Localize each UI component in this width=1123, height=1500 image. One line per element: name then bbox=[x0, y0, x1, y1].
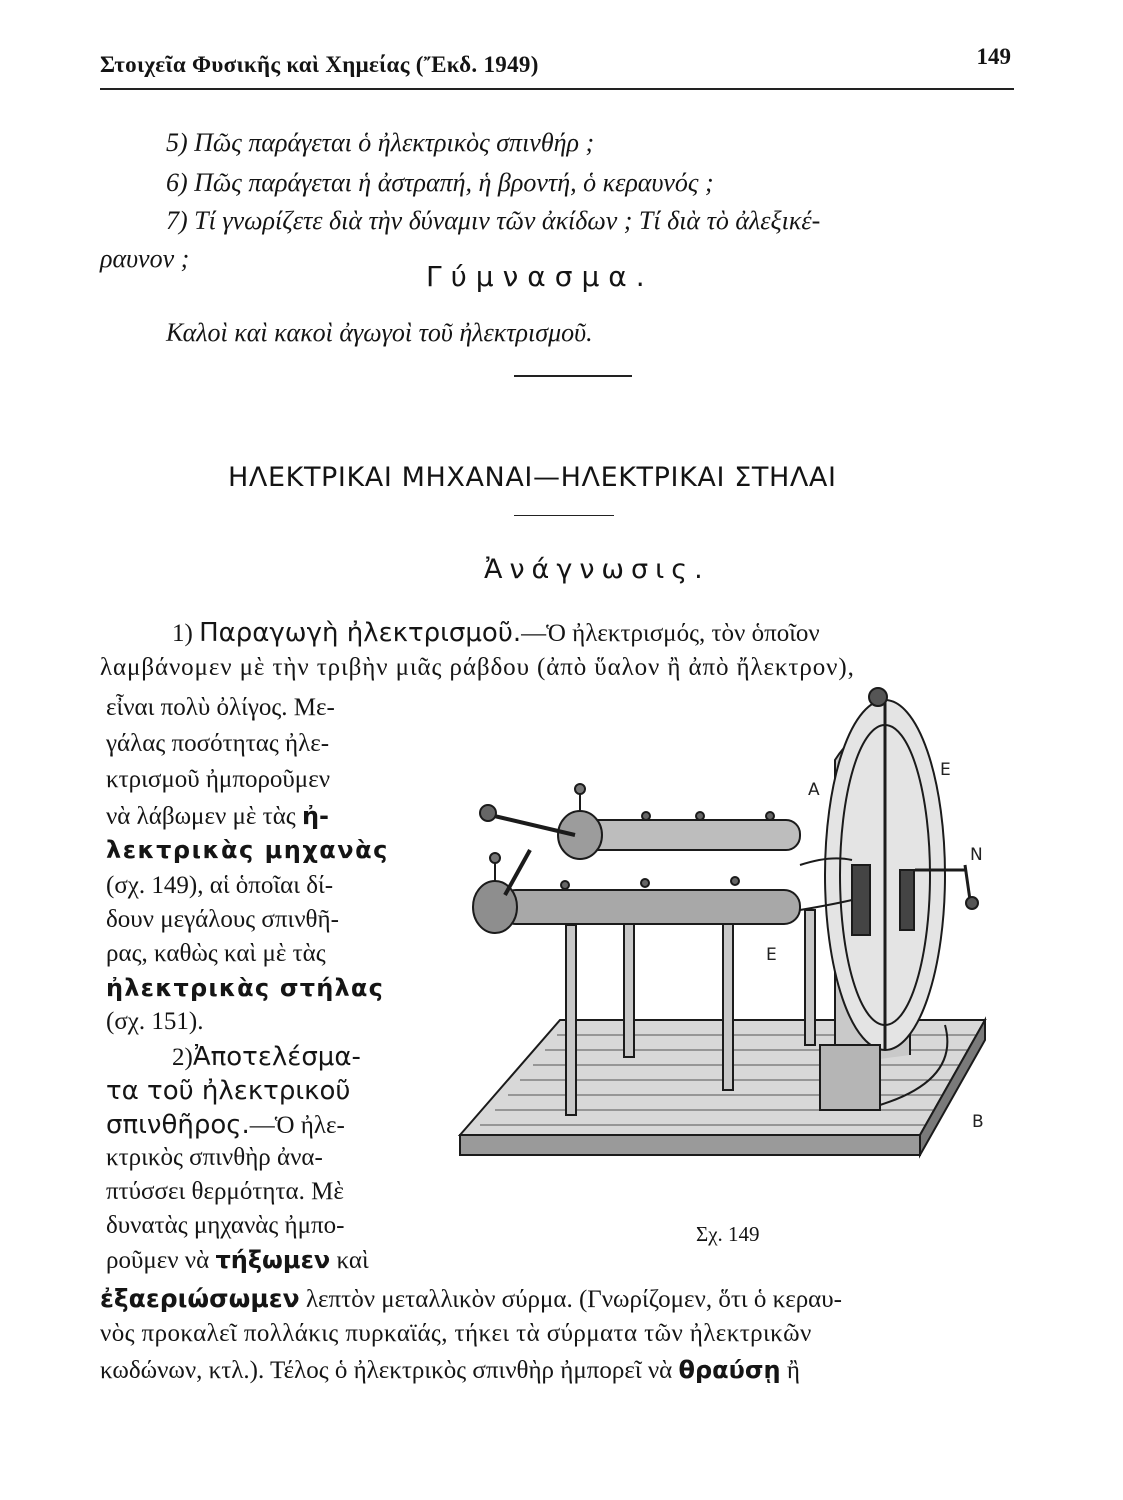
glass-leg bbox=[805, 910, 815, 1045]
reading-title: Ἀνάγνωσις. bbox=[484, 554, 710, 585]
paragraph-2-line-2 bbox=[106, 1076, 350, 1106]
figure-caption: Σχ. 149 bbox=[696, 1222, 760, 1246]
paragraph-1-line-6 bbox=[106, 802, 329, 831]
figure-label-b: B bbox=[972, 1112, 984, 1132]
base-front-edge bbox=[460, 1135, 920, 1155]
conductor-rod bbox=[570, 820, 800, 850]
paragraph-1-line-2: λαμβάνομεν μὲ τὴν τριβὴν μιᾶς ράβδου (ἀπὸ ὕαλον ἢ ἀπὸ ἤλεκτρον), bbox=[100, 654, 855, 681]
glass-leg bbox=[723, 920, 733, 1090]
paragraph-2-line-8 bbox=[100, 1284, 842, 1314]
question-7: 7) Τί γνωρίζετε διὰ τὴν δύναμιν τῶν ἀκίδων ; Τί διὰ τὸ ἀλεξικέ- bbox=[166, 206, 821, 235]
brass-ball bbox=[558, 811, 602, 859]
bold-term: λεκτρικὰς μηχανὰς bbox=[106, 836, 389, 864]
figure-label-e-top: E bbox=[940, 760, 951, 780]
bold-term: ἐξαεριώσωμεν bbox=[100, 1284, 300, 1313]
paragraph-1-line-11 bbox=[106, 974, 384, 1003]
paragraph-heading: τα τοῦ ἠλεκτρικοῦ bbox=[106, 1076, 351, 1106]
exercise-text: Καλοὶ καὶ κακοὶ ἀγωγοὶ τοῦ ἠλεκτρισμοῦ. bbox=[166, 318, 593, 347]
text-run: ροῦμεν νὰ bbox=[106, 1247, 210, 1274]
text-run: —Ὁ ἠλεκτρισμός, τὸν ὁποῖον bbox=[521, 620, 820, 647]
bold-term: ἠ- bbox=[301, 802, 329, 830]
paragraph-1-line-12: (σχ. 151). bbox=[106, 1008, 204, 1035]
paragraph-2-line-6: δυνατὰς μηχανὰς ἠμπο- bbox=[106, 1212, 345, 1239]
paragraph-1-line-7 bbox=[106, 836, 389, 865]
paragraph-2-line-7 bbox=[106, 1246, 369, 1275]
crank-handle bbox=[966, 897, 978, 909]
paragraph-number: 1) bbox=[172, 620, 193, 647]
running-header: Στοιχεῖα Φυσικῆς καὶ Χημείας (Ἔκδ. 1949) bbox=[100, 52, 539, 77]
paragraph-2-line-10 bbox=[100, 1356, 800, 1385]
text-run: κωδώνων, κτλ.). Τέλος ὁ ἠλεκτρικὸς σπινθὴρ ἠμπορεῖ νὰ bbox=[100, 1357, 673, 1384]
bold-term: ἠλεκτρικὰς στήλας bbox=[106, 974, 385, 1002]
question-7-continuation: ραυνον ; bbox=[100, 244, 190, 273]
paragraph-heading: σπινθῆρος. bbox=[106, 1110, 250, 1140]
text-run: —Ὁ ἠλε- bbox=[249, 1112, 345, 1139]
paragraph-1-line-10: ρας, καθὼς καὶ μὲ τὰς bbox=[106, 940, 326, 967]
conductor-rod bbox=[500, 890, 800, 924]
paragraph-1-line-9: δουν μεγάλους σπινθῆ- bbox=[106, 906, 339, 933]
paragraph-heading: Παραγωγὴ ἠλεκτρισμοῦ. bbox=[199, 618, 522, 648]
paragraph-2-line-4: κτρικὸς σπινθὴρ ἀνα- bbox=[106, 1144, 323, 1171]
electric-machine-illustration bbox=[440, 685, 1015, 1195]
discharge-knob bbox=[480, 805, 496, 821]
glass-leg bbox=[624, 917, 634, 1057]
paragraph-number: 2) bbox=[172, 1044, 193, 1071]
top-knob bbox=[869, 688, 887, 706]
question-6: 6) Πῶς παράγεται ἡ ἀστραπή, ἡ βροντή, ὁ κεραυνός ; bbox=[166, 168, 714, 197]
rubber-pad bbox=[852, 865, 870, 935]
paragraph-1-line-1 bbox=[172, 618, 820, 648]
bold-term: τήξωμεν bbox=[215, 1246, 331, 1274]
question-5: 5) Πῶς παράγεται ὁ ἠλεκτρικὸς σπινθήρ ; bbox=[166, 128, 595, 157]
paragraph-1-line-5: κτρισμοῦ ἠμποροῦμεν bbox=[106, 766, 331, 793]
figure-label-n: N bbox=[970, 845, 983, 865]
page-number: 149 bbox=[976, 44, 1011, 69]
separator-rule bbox=[514, 375, 632, 377]
section-title: ΗΛΕΚΤΡΙΚΑΙ ΜΗΧΑΝΑΙ—ΗΛΕΚΤΡΙΚΑΙ ΣΤΗΛΑΙ bbox=[228, 462, 837, 493]
figure-label-e-bottom: E bbox=[766, 945, 777, 965]
text-run: ἢ bbox=[786, 1357, 800, 1384]
paragraph-2-line-1 bbox=[172, 1042, 361, 1072]
section-underline bbox=[514, 515, 614, 516]
header-rule bbox=[100, 88, 1014, 90]
glass-leg bbox=[566, 925, 576, 1115]
text-run: λεπτὸν μεταλλικὸν σύρμα. (Γνωρίζομεν, ὅτι ὁ κεραυ- bbox=[305, 1286, 842, 1313]
bold-term: θραύσῃ bbox=[678, 1356, 781, 1384]
paragraph-1-line-4: γάλας ποσότητας ἠλε- bbox=[106, 730, 330, 757]
rubber-pad bbox=[900, 870, 914, 930]
frame-foot bbox=[820, 1045, 880, 1110]
paragraph-1-line-8: (σχ. 149), αἱ ὁποῖαι δί- bbox=[106, 872, 334, 899]
text-run: καὶ bbox=[336, 1247, 369, 1274]
paragraph-2-line-9: νὸς προκαλεῖ πολλάκις πυρκαϊάς, τήκει τὰ σύρματα τῶν ἠλεκτρικῶν bbox=[100, 1320, 812, 1347]
paragraph-1-line-3: εἶναι πολὺ ὀλίγος. Με- bbox=[106, 694, 335, 721]
exercise-title: Γύμνασμα. bbox=[426, 260, 654, 293]
paragraph-2-line-3 bbox=[106, 1110, 345, 1140]
paragraph-heading: Ἀποτελέσμα- bbox=[192, 1042, 361, 1072]
figure-label-a: A bbox=[808, 780, 820, 800]
paragraph-2-line-5: πτύσσει θερμότητα. Μὲ bbox=[106, 1178, 344, 1205]
text-run: νὰ λάβωμεν μὲ τὰς bbox=[106, 803, 296, 830]
